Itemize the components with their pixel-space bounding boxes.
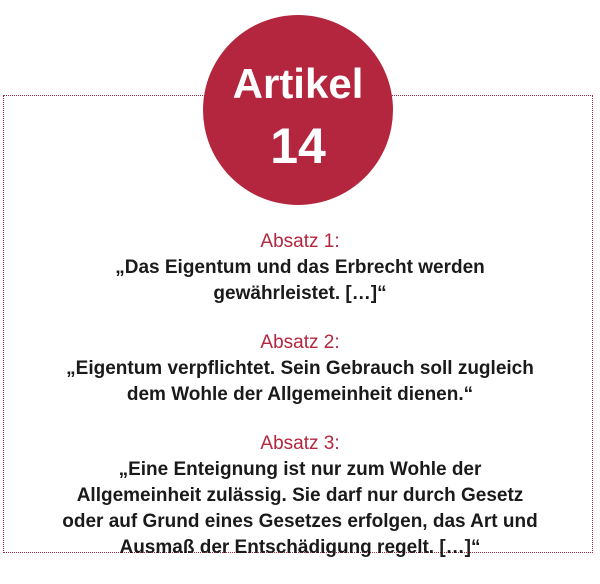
paragraph-text: „Eigentum verpflichtet. Sein Gebrauch soll zugleich dem Wohle der Allgemeinheit dienen.“ [66, 358, 534, 405]
article-label: Artikel [232, 60, 364, 107]
paragraph-text: „Das Eigentum und das Erbrecht werden gewährleistet. […]“ [115, 257, 485, 304]
article-badge [203, 15, 393, 205]
article-number: 14 [270, 118, 326, 174]
paragraph-title: Absatz 3: [260, 433, 340, 454]
paragraph-title: Absatz 2: [260, 332, 340, 353]
paragraph-3 [0, 431, 600, 561]
paragraph-2 [0, 330, 600, 408]
article-content [0, 229, 600, 584]
paragraph-title: Absatz 1: [260, 231, 340, 252]
paragraph-text: „Eine Enteignung ist nur zum Wohle der Allgemeinheit zulässig. Sie darf nur durch Gesetz oder auf Grund eines Gesetzes erfolgen, das Art und Ausmaß der Entschädigung regelt. […]“ [62, 459, 538, 558]
paragraph-1 [0, 229, 600, 307]
